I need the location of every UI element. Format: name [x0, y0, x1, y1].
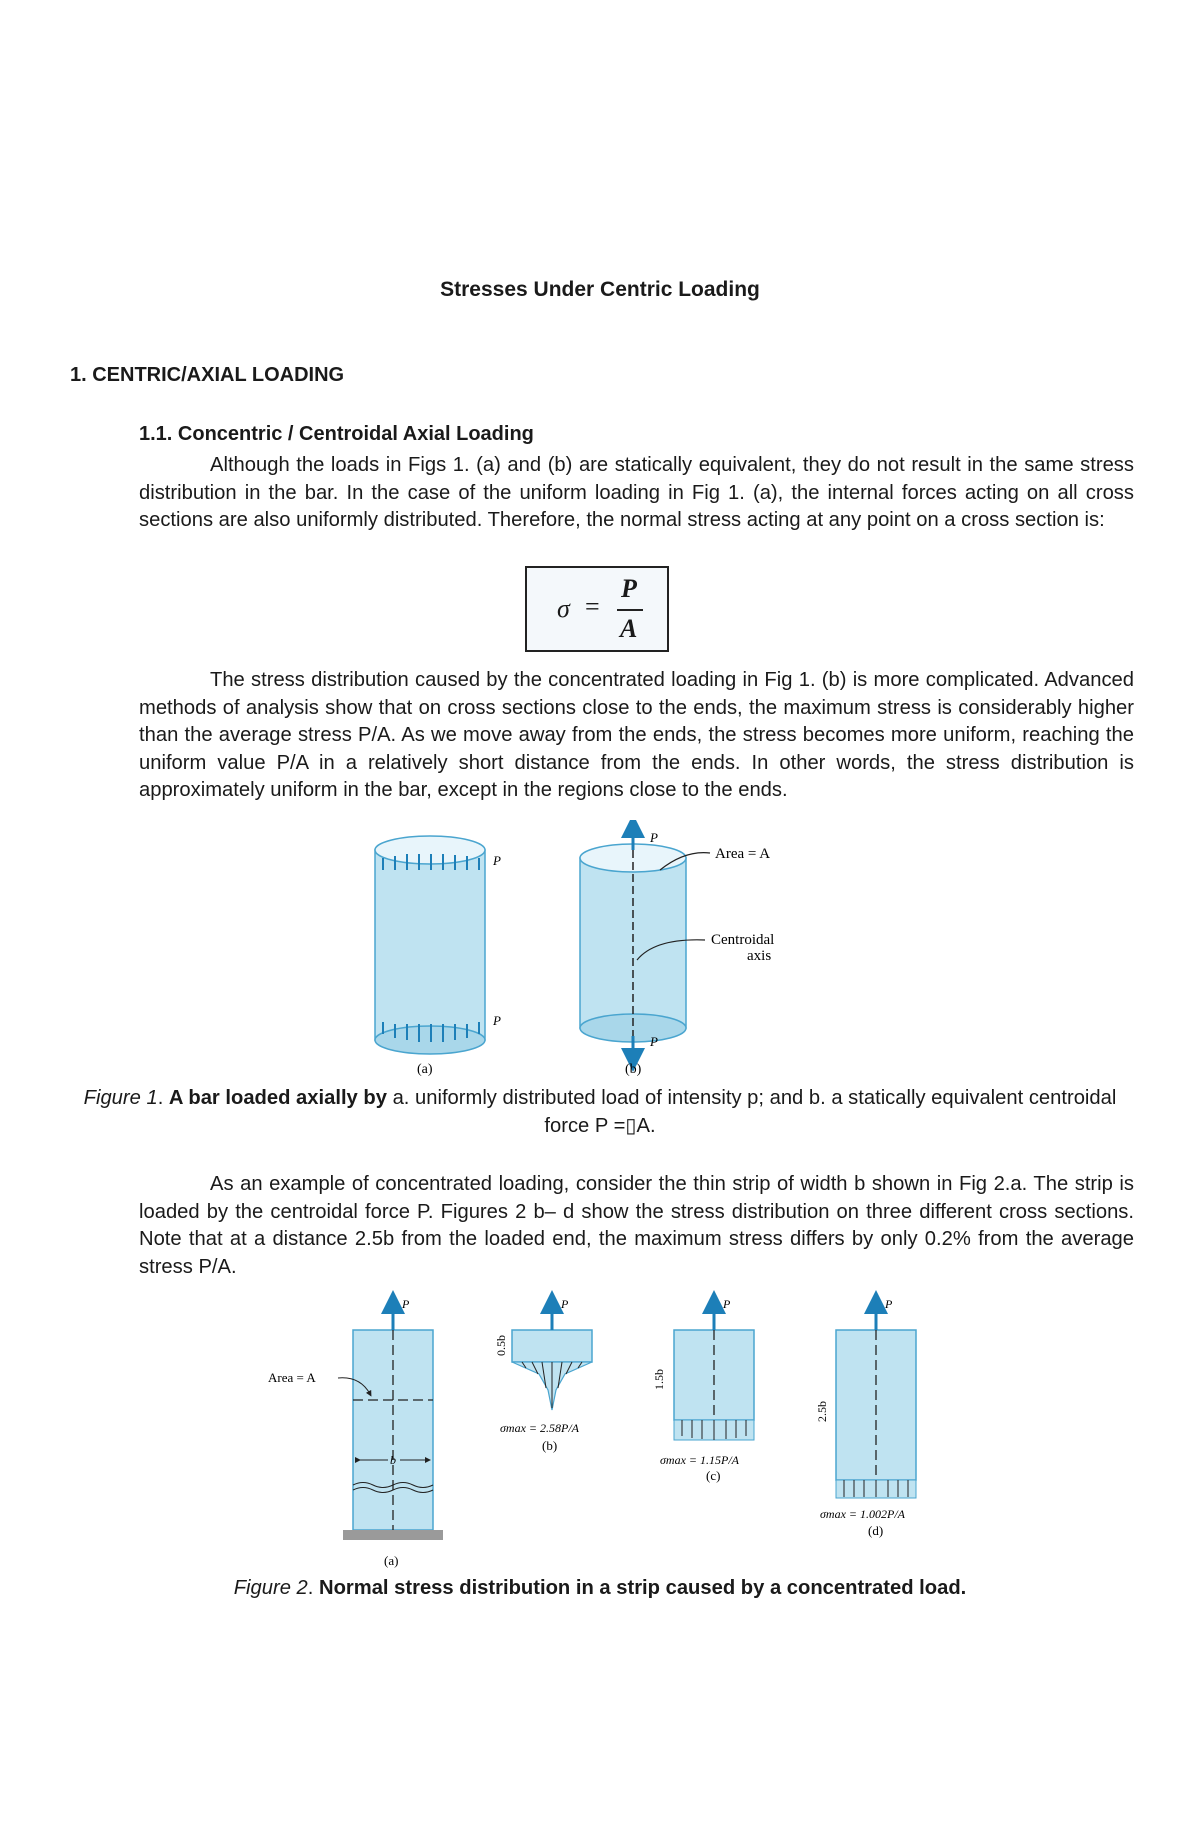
- formula-numerator: P: [621, 574, 637, 603]
- cylinder-b: [580, 826, 774, 1077]
- fig2a-p: P: [402, 1297, 410, 1311]
- fig2-dim-c: 1.5b: [652, 1369, 666, 1390]
- paragraph-2: The stress distribution caused by the concentrated loading in Fig 1. (b) is more complicated. Advanced methods of analysis show that on cross sections close to the ends, the maximum stress is considerably higher than the average stress P/A. As we move away from the ends, the stress becomes more uniform, reaching the uniform value P/A in a relatively short distance from the ends. In other words, the stress distribution is approximately uniform in the bar, except in the regions close to the ends.: [139, 669, 1134, 802]
- figure-2: [260, 1290, 960, 1570]
- figure-2-caption: Figure 2. Normal stress distribution in a strip caused by a concentrated load.: [233, 1577, 967, 1599]
- stress-arrows-d: [844, 1480, 908, 1497]
- stress-formula: [525, 566, 669, 652]
- formula-fraction-bar: [617, 609, 643, 611]
- strip-c: [652, 1297, 754, 1483]
- fig2d-p: P: [885, 1297, 893, 1311]
- fig1b-p-bottom: P: [650, 1034, 658, 1049]
- strip-a: [268, 1297, 443, 1568]
- fig2-label-b: (b): [542, 1438, 558, 1453]
- fig2-width-label: b: [390, 1453, 396, 1467]
- figure-1: [355, 820, 875, 1080]
- fig2-area-label: Area = A: [268, 1370, 316, 1385]
- fig1-axis-label: axis: [747, 948, 772, 964]
- fixed-support: [343, 1530, 443, 1540]
- fig2-sigma-b: σmax = 2.58P/A: [500, 1421, 580, 1435]
- formula-sigma: σ: [557, 594, 570, 623]
- stress-arrows-c: [682, 1420, 746, 1440]
- fig1a-p-top: P: [493, 853, 501, 868]
- formula-denominator: A: [620, 614, 638, 643]
- subsection-heading: 1.1. Concentric / Centroidal Axial Loading: [139, 423, 534, 445]
- fig2-sigma-d: σmax = 1.002P/A: [820, 1507, 906, 1521]
- formula-equals: =: [585, 592, 600, 621]
- figure-1-caption: Figure 1. A bar loaded axially by a. uniformly distributed load of intensity p; and b. a statically equivalent centroidal force P =▯A.: [83, 1087, 1117, 1137]
- paragraph-1: Although the loads in Figs 1. (a) and (b) are statically equivalent, they do not result in the same stress distribution in the bar. In the case of the uniform loading in Fig 1. (a), the internal forces acting on all cross sections are also uniformly distributed. Therefore, the normal stress acting at any point on a cross section is:: [139, 454, 1134, 532]
- strip-d: [815, 1297, 916, 1538]
- fig1a-p-bottom: P: [493, 1013, 501, 1028]
- cylinder-a: [375, 836, 501, 1077]
- page-title: Stresses Under Centric Loading: [440, 278, 760, 301]
- fig2-label-d: (d): [868, 1523, 884, 1538]
- fig2b-p: P: [561, 1297, 569, 1311]
- fig1-label-b: (b): [625, 1062, 642, 1077]
- fig2-label-a: (a): [384, 1553, 399, 1568]
- fig2-label-c: (c): [706, 1468, 721, 1483]
- section-heading: 1. CENTRIC/AXIAL LOADING: [70, 364, 345, 386]
- fig1-centroidal-label: Centroidal: [711, 932, 775, 948]
- fig2-dim-b: 0.5b: [494, 1335, 508, 1356]
- fig1b-p-top: P: [650, 830, 658, 845]
- fig2-dim-d: 2.5b: [815, 1401, 829, 1422]
- strip-b: [494, 1297, 592, 1453]
- fig2-sigma-c: σmax = 1.15P/A: [660, 1453, 740, 1467]
- paragraph-3: As an example of concentrated loading, consider the thin strip of width b shown in Fig 2.a. The strip is loaded by the centroidal force P. Figures 2 b– d show the stress distribution on three different cross sections. Note that at a distance 2.5b from the loaded end, the maximum stress differs by only 0.2% from the average stress P/A.: [139, 1173, 1134, 1278]
- fig2c-p: P: [723, 1297, 731, 1311]
- fig1-label-a: (a): [417, 1062, 433, 1077]
- fig1-area-label: Area = A: [715, 846, 771, 862]
